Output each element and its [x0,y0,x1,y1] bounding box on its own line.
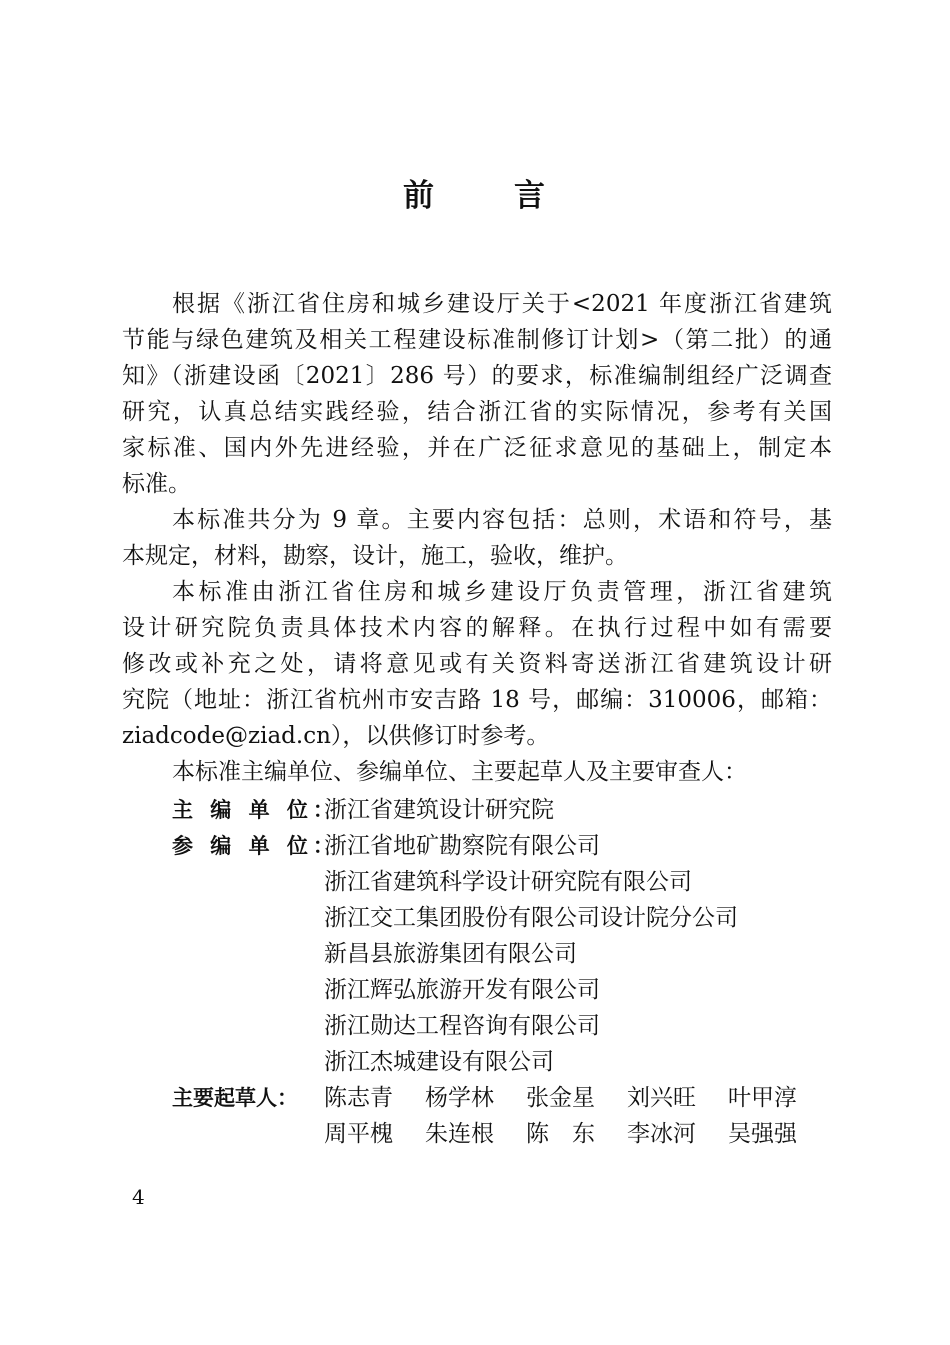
paragraph-3-line-5: ziadcode@ziad.cn），以供修订时参考。 [122,723,550,749]
participating-unit: 浙江交工集团股份有限公司设计院分公司 [324,905,738,931]
chief-unit-row [172,792,829,828]
paragraph-1-line-5: 家标准、国内外先进经验，并在广泛征求意见的基础上，制定本 [122,435,832,461]
drafter-name: 杨学林 [425,1085,494,1111]
paragraph-1-line-6: 标准。 [122,471,191,497]
preface-body [122,286,832,790]
chief-unit-value: 浙江省建筑设计研究院 [324,797,554,823]
participating-unit-row [172,864,829,900]
participating-unit-row [172,828,829,864]
unit-list [172,792,829,1152]
paragraph-2-line-2: 本规定，材料，勘察，设计，施工，验收，维护。 [122,543,628,569]
title-char-2: 言 [514,178,547,214]
paragraph-3-line-1: 本标准由浙江省住房和城乡建设厅负责管理，浙江省建筑 [172,579,832,605]
paragraph-1-line-2: 节能与绿色建筑及相关工程建设标准制修订计划>（第二批）的通 [122,327,832,353]
participating-unit: 浙江省地矿勘察院有限公司 [324,833,600,859]
drafter-name: 周平槐 [324,1121,393,1147]
participating-unit: 新昌县旅游集团有限公司 [324,941,577,967]
participating-unit-row [172,1044,829,1080]
drafter-name: 刘兴旺 [627,1085,696,1111]
drafter-name: 李冰河 [627,1121,696,1147]
drafters-row [172,1116,829,1152]
participating-unit: 浙江辉弘旅游开发有限公司 [324,977,600,1003]
drafter-names [324,1116,829,1152]
paragraph-2-line-1: 本标准共分为 9 章。主要内容包括：总则，术语和符号，基 [172,507,832,533]
drafter-name: 朱连根 [425,1121,494,1147]
drafter-name: 陈 东 [526,1121,595,1147]
drafters-row [172,1080,829,1116]
paragraph-1-line-4: 研究，认真总结实践经验，结合浙江省的实际情况，参考有关国 [122,399,832,425]
paragraph-4-line-1: 本标准主编单位、参编单位、主要起草人及主要审查人： [172,759,747,785]
paragraph-1-line-3: 知》（浙建设函〔2021〕286 号）的要求，标准编制组经广泛调查 [122,363,832,389]
participating-unit-row [172,1008,829,1044]
participating-unit: 浙江杰城建设有限公司 [324,1049,554,1075]
drafter-name: 叶甲淳 [728,1085,797,1111]
participating-unit: 浙江勋达工程咨询有限公司 [324,1013,600,1039]
paragraph-3-line-4: 究院（地址：浙江省杭州市安吉路 18 号，邮编：310006，邮箱： [122,687,832,713]
participating-units-label: 参 编 单 位： [172,834,339,858]
drafter-name: 张金星 [526,1085,595,1111]
participating-unit-row [172,936,829,972]
paragraph-3-line-3: 修改或补充之处，请将意见或有关资料寄送浙江省建筑设计研 [122,651,832,677]
paragraph-3-line-2: 设计研究院负责具体技术内容的解释。在执行过程中如有需要 [122,615,832,641]
participating-unit-row [172,900,829,936]
page-number: 4 [132,1185,145,1209]
page-title [0,170,950,215]
drafters-label: 主要起草人： [172,1086,298,1110]
paragraph-1-line-1: 根据《浙江省住房和城乡建设厅关于<2021 年度浙江省建筑 [172,291,832,317]
drafter-names [324,1080,829,1116]
drafter-name: 陈志青 [324,1085,393,1111]
title-char-1: 前 [403,178,436,214]
drafter-name: 吴强强 [728,1121,797,1147]
participating-unit-row [172,972,829,1008]
participating-unit: 浙江省建筑科学设计研究院有限公司 [324,869,692,895]
chief-unit-label: 主 编 单 位： [172,798,339,822]
